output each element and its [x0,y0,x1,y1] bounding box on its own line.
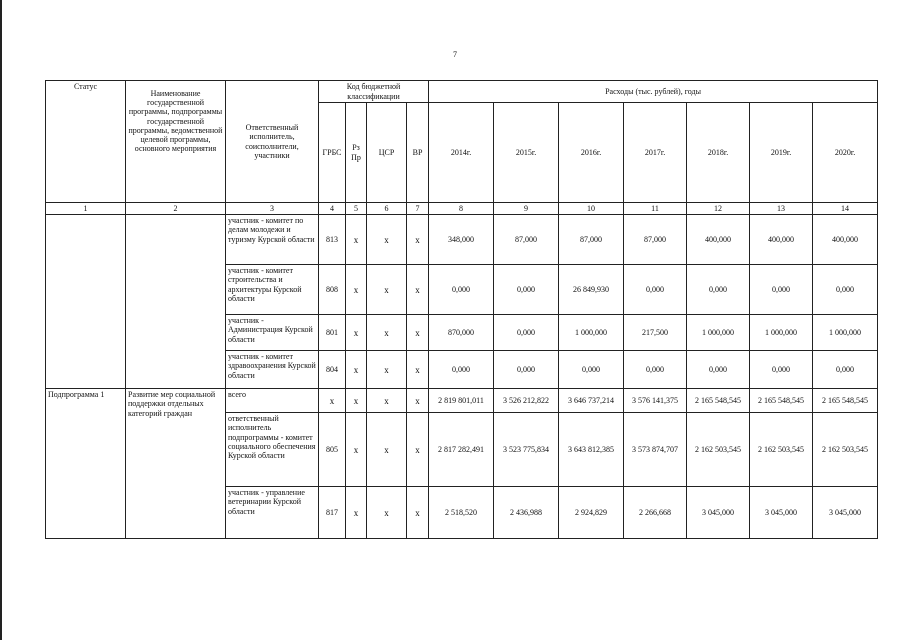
value-cell: 0,000 [624,265,687,315]
vr-cell: х [407,413,429,487]
header-rzpr: Рз Пр [346,103,367,203]
csr-cell: х [367,215,407,265]
header-expenses: Расходы (тыс. рублей), годы [429,81,878,103]
value-cell: 0,000 [494,351,559,389]
value-cell: 2 162 503,545 [687,413,750,487]
column-number: 11 [624,203,687,215]
value-cell: 3 576 141,375 [624,389,687,413]
value-cell: 2 924,829 [559,487,624,539]
column-number: 3 [226,203,319,215]
header-executor: Ответственный исполнитель, соисполнители, участники [226,81,319,203]
csr-cell: х [367,265,407,315]
rzpr-cell: х [346,413,367,487]
grbs-cell: 801 [319,315,346,351]
csr-cell: х [367,389,407,413]
table-row [46,389,878,413]
vr-cell: х [407,351,429,389]
value-cell: 3 045,000 [813,487,878,539]
column-number: 5 [346,203,367,215]
csr-cell: х [367,315,407,351]
rzpr-cell: х [346,487,367,539]
value-cell: 1 000,000 [687,315,750,351]
executor-cell: участник - комитет строительства и архитектуры Курской области [226,265,319,315]
header-year: 2014г. [429,103,494,203]
budget-table [45,80,878,539]
value-cell: 2 165 548,545 [687,389,750,413]
grbs-cell: 805 [319,413,346,487]
name-cell-empty [126,215,226,389]
column-number: 1 [46,203,126,215]
header-budget-code: Код бюджетной классификации [319,81,429,103]
scan-edge [0,0,2,640]
value-cell: 3 045,000 [687,487,750,539]
header-year: 2018г. [687,103,750,203]
value-cell: 400,000 [687,215,750,265]
value-cell: 3 646 737,214 [559,389,624,413]
header-year: 2015г. [494,103,559,203]
value-cell: 2 165 548,545 [813,389,878,413]
value-cell: 0,000 [687,265,750,315]
value-cell: 3 526 212,822 [494,389,559,413]
value-cell: 2 165 548,545 [750,389,813,413]
value-cell: 0,000 [559,351,624,389]
grbs-cell: х [319,389,346,413]
value-cell: 3 523 775,834 [494,413,559,487]
value-cell: 0,000 [813,351,878,389]
grbs-cell: 804 [319,351,346,389]
value-cell: 2 819 801,011 [429,389,494,413]
vr-cell: х [407,487,429,539]
value-cell: 2 266,668 [624,487,687,539]
column-number: 12 [687,203,750,215]
value-cell: 2 162 503,545 [813,413,878,487]
value-cell: 0,000 [494,315,559,351]
value-cell: 2 817 282,491 [429,413,494,487]
column-number: 9 [494,203,559,215]
grbs-cell: 808 [319,265,346,315]
value-cell: 2 162 503,545 [750,413,813,487]
table-row [46,215,878,265]
executor-cell: ответственный исполнитель подпрограммы - комитет социального обеспечения Курской области [226,413,319,487]
column-number: 6 [367,203,407,215]
vr-cell: х [407,389,429,413]
header-year: 2019г. [750,103,813,203]
value-cell: 217,500 [624,315,687,351]
page-number: 7 [453,50,457,59]
rzpr-cell: х [346,265,367,315]
value-cell: 1 000,000 [559,315,624,351]
grbs-cell: 813 [319,215,346,265]
rzpr-cell: х [346,215,367,265]
value-cell: 0,000 [750,351,813,389]
value-cell: 3 045,000 [750,487,813,539]
executor-cell: участник - комитет по делам молодежи и туризму Курской области [226,215,319,265]
value-cell: 0,000 [687,351,750,389]
executor-cell: участник - комитет здравоохранения Курской области [226,351,319,389]
value-cell: 348,000 [429,215,494,265]
column-number: 13 [750,203,813,215]
rzpr-cell: х [346,315,367,351]
value-cell: 0,000 [429,351,494,389]
header-vr: ВР [407,103,429,203]
column-number: 14 [813,203,878,215]
rzpr-cell: х [346,389,367,413]
header-name: Наименование государственной программы, подпрограммы государственной программы, ведомственной целевой программы, основного мероприятия [126,81,226,203]
column-number: 2 [126,203,226,215]
value-cell: 400,000 [750,215,813,265]
status-cell-empty [46,215,126,389]
subprogram-name: Развитие мер социальной поддержки отдельных категорий граждан [126,389,226,539]
header-status: Статус [46,81,126,203]
vr-cell: х [407,215,429,265]
value-cell: 0,000 [494,265,559,315]
column-number: 8 [429,203,494,215]
executor-cell: участник - Администрация Курской области [226,315,319,351]
value-cell: 26 849,930 [559,265,624,315]
csr-cell: х [367,351,407,389]
value-cell: 3 643 812,385 [559,413,624,487]
column-number: 4 [319,203,346,215]
value-cell: 0,000 [429,265,494,315]
column-number: 10 [559,203,624,215]
header-year: 2020г. [813,103,878,203]
header-csr: ЦСР [367,103,407,203]
grbs-cell: 817 [319,487,346,539]
value-cell: 1 000,000 [813,315,878,351]
value-cell: 1 000,000 [750,315,813,351]
value-cell: 870,000 [429,315,494,351]
rzpr-cell: х [346,351,367,389]
executor-cell: всего [226,389,319,413]
vr-cell: х [407,265,429,315]
subprogram-status: Подпрограмма 1 [46,389,126,539]
value-cell: 87,000 [559,215,624,265]
value-cell: 87,000 [624,215,687,265]
csr-cell: х [367,487,407,539]
column-number: 7 [407,203,429,215]
vr-cell: х [407,315,429,351]
header-grbs: ГРБС [319,103,346,203]
header-year: 2017г. [624,103,687,203]
value-cell: 0,000 [750,265,813,315]
value-cell: 87,000 [494,215,559,265]
header-year: 2016г. [559,103,624,203]
value-cell: 400,000 [813,215,878,265]
value-cell: 3 573 874,707 [624,413,687,487]
executor-cell: участник - управление ветеринарии Курской области [226,487,319,539]
value-cell: 2 518,520 [429,487,494,539]
value-cell: 0,000 [813,265,878,315]
value-cell: 2 436,988 [494,487,559,539]
csr-cell: х [367,413,407,487]
value-cell: 0,000 [624,351,687,389]
